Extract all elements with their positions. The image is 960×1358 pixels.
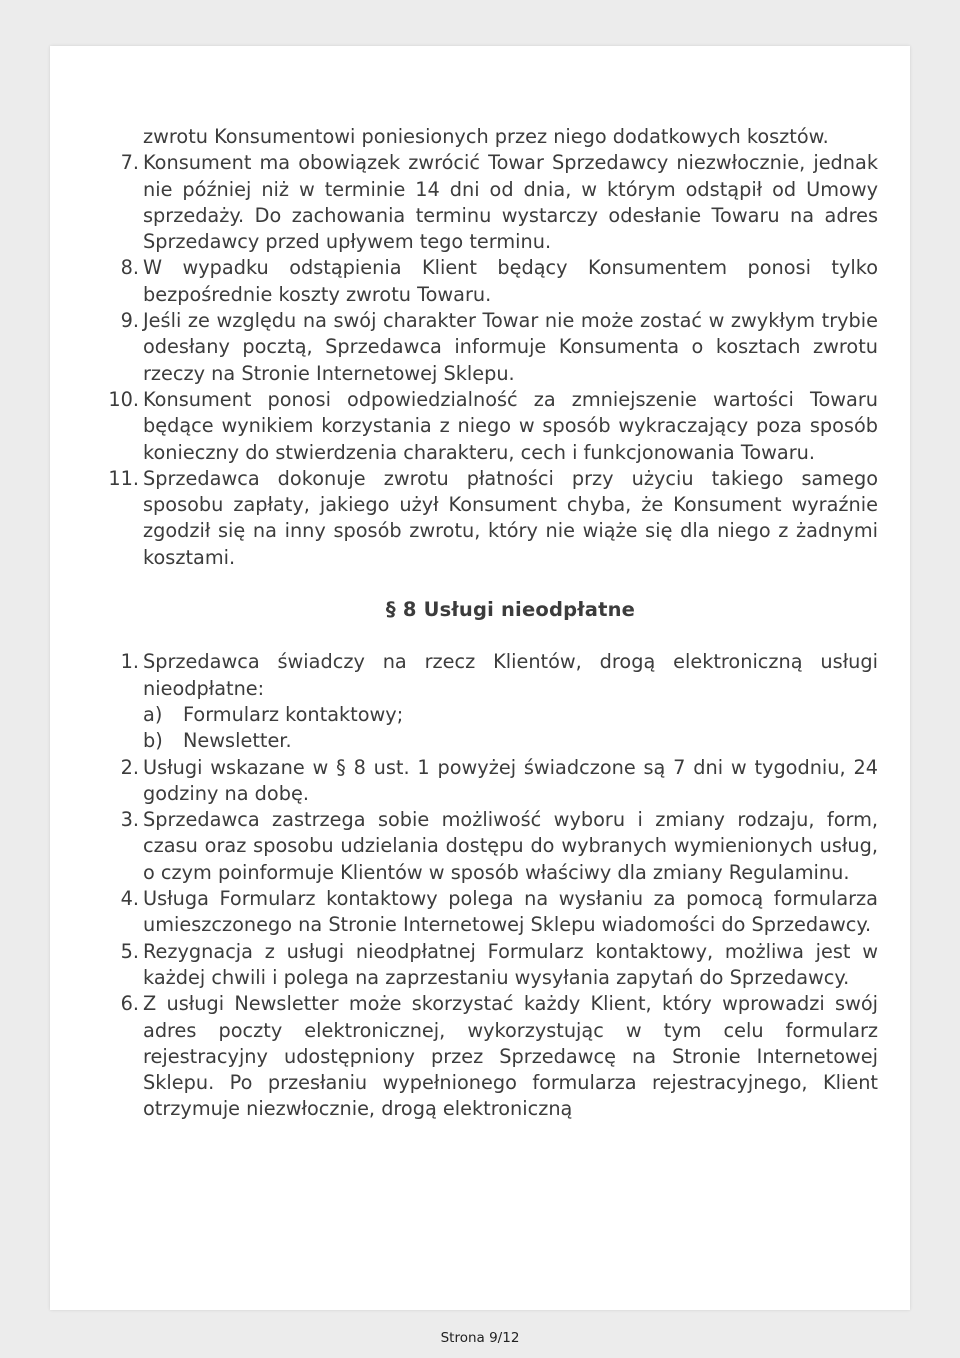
- list-item: [120, 755, 878, 808]
- item-number: 11.: [108, 466, 139, 490]
- item-text: Sprzedawca zastrzega sobie możliwość wyboru i zmiany rodzaju, form, czasu oraz sposobu udzielania dostępu do wybranych wymienionych usług, o czym poinformuje Klientów w sposób właściwy dla zmiany Regulaminu.: [143, 808, 878, 884]
- sub-item: [143, 702, 878, 728]
- item-text: Z usługi Newsletter może skorzystać każdy Klient, który wprowadzi swój adres poczty elektronicznej, wykorzystując w tym celu formularz rejestracyjny udostępniony przez Sprzedawcę na Stronie Internetowej Sklepu. Po przesłaniu wypełnionego formularza rejestracyjnego, Klient otrzymuje niezwłocznie, drogą elektroniczną: [143, 992, 878, 1121]
- sub-item-label: b): [143, 729, 163, 753]
- document-page: [50, 46, 910, 1310]
- sub-item: [143, 728, 878, 754]
- item-number: 5.: [120, 939, 139, 963]
- item-text: Usługa Formularz kontaktowy polega na wysłaniu za pomocą formularza umieszczonego na Stronie Internetowej Sklepu wiadomości do Sprzedawcy.: [143, 887, 878, 937]
- page-content: [108, 124, 878, 1123]
- item-number: 7.: [120, 151, 139, 175]
- item-number: 10.: [108, 387, 139, 411]
- list-item: [120, 939, 878, 992]
- item-number: 1.: [120, 650, 139, 674]
- item-number: 4.: [120, 887, 139, 911]
- sub-item-text: Newsletter.: [183, 729, 292, 753]
- item-text: Konsument ponosi odpowiedzialność za zmniejszenie wartości Towaru będące wynikiem korzystania z niego w sposób wykraczający poza sposób konieczny do stwierdzenia charakteru, cech i funkcjonowania Towaru.: [143, 387, 878, 464]
- list-item: [120, 308, 878, 387]
- item-text: Jeśli ze względu na swój charakter Towar nie może zostać w zwykłym trybie odesłany pocztą, Sprzedawca informuje Konsumenta o kosztach zwrotu rzeczy na Stronie Internetowej Sklepu.: [143, 309, 878, 385]
- item-number: 3.: [120, 808, 139, 832]
- list-item: [120, 255, 878, 308]
- list-item: [108, 387, 878, 466]
- item-number: 2.: [120, 755, 139, 779]
- item-text: Sprzedawca świadczy na rzecz Klientów, drogą elektroniczną usługi nieodpłatne:: [143, 650, 878, 700]
- item-number: 6.: [120, 992, 139, 1016]
- item-number: 8.: [120, 256, 139, 280]
- continuation-paragraph: [143, 124, 878, 150]
- item-text: Rezygnacja z usługi nieodpłatnej Formularz kontaktowy, możliwa jest w każdej chwili i polega na zaprzestaniu wysyłania zapytań do Sprzedawcy.: [143, 939, 878, 989]
- sub-item-label: a): [143, 702, 163, 726]
- list-item: [120, 649, 878, 754]
- sub-item-text: Formularz kontaktowy;: [183, 702, 404, 726]
- paragraph-text: zwrotu Konsumentowi poniesionych przez niego dodatkowych kosztów.: [143, 125, 829, 148]
- list-item: [120, 991, 878, 1122]
- item-text: Konsument ma obowiązek zwrócić Towar Sprzedawcy niezwłocznie, jednak nie później niż w terminie 14 dni od dnia, w którym odstąpił od Umowy sprzedaży. Do zachowania terminu wystarczy odesłanie Towaru na adres Sprzedawcy przed upływem tego terminu.: [143, 151, 878, 254]
- item-text: W wypadku odstąpienia Klient będący Konsumentem ponosi tylko bezpośrednie koszty zwrotu Towaru.: [143, 256, 878, 306]
- list-item: [108, 466, 878, 571]
- list-item: [120, 886, 878, 939]
- item-text: Usługi wskazane w § 8 ust. 1 powyżej świadczone są 7 dni w tygodniu, 24 godziny na dobę.: [143, 755, 878, 805]
- list-item: [120, 807, 878, 886]
- list-item: [120, 150, 878, 255]
- page-number-footer: Strona 9/12: [440, 1330, 520, 1346]
- item-number: 9.: [120, 309, 139, 333]
- section-heading: § 8 Usługi nieodpłatne: [385, 598, 636, 622]
- item-text: Sprzedawca dokonuje zwrotu płatności przy użyciu takiego samego sposobu zapłaty, jakiego użył Konsument chyba, że Konsument wyraźnie zgodził się na inny sposób zwrotu, który nie wiąże się dla niego z żadnymi kosztami.: [143, 466, 878, 569]
